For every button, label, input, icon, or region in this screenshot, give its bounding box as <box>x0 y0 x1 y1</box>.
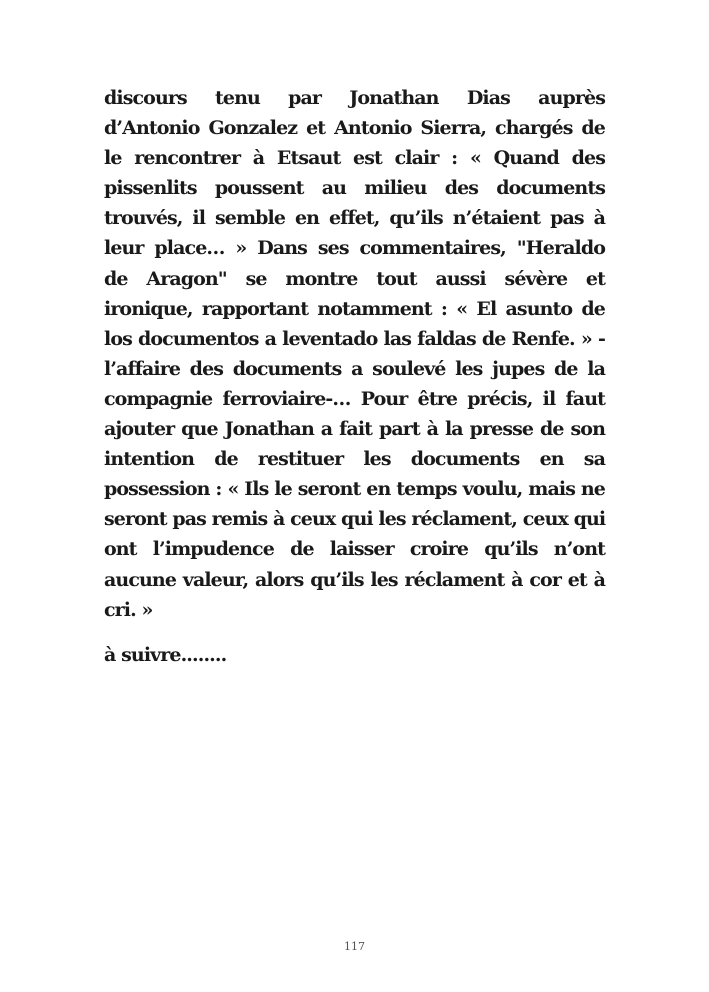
body-line: los documentos a leventado las faldas de Renfe. » - <box>104 327 605 350</box>
body-line: possession : « Ils le seront en temps voulu, mais ne <box>104 478 605 501</box>
body-line: leur place… » Dans ses commentaires, "Heraldo <box>104 237 605 260</box>
body-line: d’Antonio Gonzalez et Antonio Sierra, chargés de <box>104 117 605 140</box>
body-line: compagnie ferroviaire-… Pour être précis, il faut <box>104 387 605 410</box>
body-line: ironique, rapportant notamment : « El asunto de <box>104 297 605 320</box>
page-number: 117 <box>344 940 365 953</box>
body-line: intention de restituer les documents en sa <box>104 448 605 471</box>
body-line: pissenlits poussent au milieu des documents <box>104 177 605 200</box>
body-paragraph <box>104 83 605 625</box>
body-line: de Aragon" se montre tout aussi sévère et <box>104 267 605 290</box>
body-line: trouvés, il semble en effet, qu’ils n’étaient pas à <box>104 207 605 230</box>
body-line: discours tenu par Jonathan Dias auprès <box>104 87 605 109</box>
body-line: aucune valeur, alors qu’ils les réclament à cor et à <box>104 568 605 591</box>
body-line: l’affaire des documents a soulevé les jupes de la <box>104 357 605 380</box>
body-line: ajouter que Jonathan a fait part à la presse de son <box>104 418 605 441</box>
body-line: le rencontrer à Etsaut est clair : « Quand des <box>104 147 605 170</box>
body-line: ont l’impudence de laisser croire qu’ils n’ont <box>104 538 605 561</box>
to-be-continued-text: à suivre........ <box>104 644 227 666</box>
body-line: seront pas remis à ceux qui les réclament, ceux qui <box>104 508 606 531</box>
body-line: cri. » <box>104 598 153 621</box>
